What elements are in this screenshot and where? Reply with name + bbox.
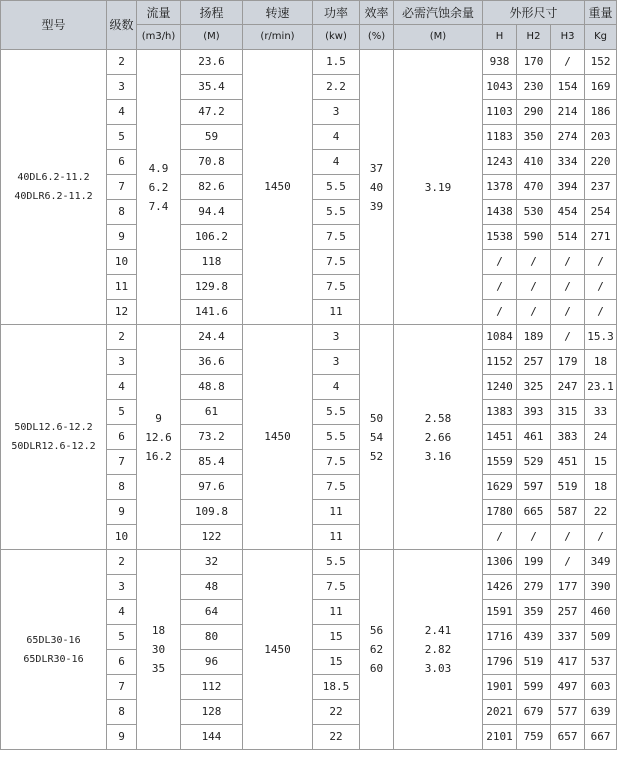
speed-cell: 1450 <box>243 50 313 325</box>
stage-cell: 6 <box>107 150 137 175</box>
head-cell: 36.6 <box>181 350 243 375</box>
efficiency-cell-lines <box>370 159 383 216</box>
dim-h2-cell: 199 <box>517 550 551 575</box>
npsh-cell <box>394 50 483 325</box>
npsh-cell-lines <box>425 178 452 197</box>
power-cell: 11 <box>313 300 360 325</box>
head-cell: 48 <box>181 575 243 600</box>
speed-cell: 1450 <box>243 325 313 550</box>
weight-cell: 15 <box>585 450 617 475</box>
efficiency-cell-line: 37 <box>369 161 384 175</box>
head-cell: 64 <box>181 600 243 625</box>
dim-h2-cell: / <box>517 525 551 550</box>
weight-cell: 33 <box>585 400 617 425</box>
weight-cell: 349 <box>585 550 617 575</box>
dim-h-cell: 1152 <box>483 350 517 375</box>
dim-h2-cell: / <box>517 275 551 300</box>
dim-h-cell: 1378 <box>483 175 517 200</box>
stage-cell: 6 <box>107 425 137 450</box>
header-model: 型号 <box>1 1 107 50</box>
weight-cell: 537 <box>585 650 617 675</box>
dim-h3-cell: / <box>551 525 585 550</box>
dim-h2-cell: 359 <box>517 600 551 625</box>
dim-h-cell: 1796 <box>483 650 517 675</box>
model-cell <box>1 325 107 550</box>
speed-cell: 1450 <box>243 550 313 750</box>
unit-h: H <box>483 25 517 50</box>
weight-cell: 169 <box>585 75 617 100</box>
dim-h-cell: 938 <box>483 50 517 75</box>
flow-cell <box>137 50 181 325</box>
dim-h2-cell: 189 <box>517 325 551 350</box>
power-cell: 22 <box>313 700 360 725</box>
head-cell: 70.8 <box>181 150 243 175</box>
dim-h3-cell: 657 <box>551 725 585 750</box>
dim-h-cell: 1538 <box>483 225 517 250</box>
header-speed: 转速 <box>243 1 313 25</box>
dim-h3-cell: 315 <box>551 400 585 425</box>
efficiency-cell-line: 40 <box>369 180 384 194</box>
npsh-cell-line: 2.82 <box>424 643 452 656</box>
dim-h-cell: 1451 <box>483 425 517 450</box>
efficiency-cell-line: 50 <box>369 411 384 425</box>
model-cell <box>1 550 107 750</box>
dim-h3-cell: / <box>551 300 585 325</box>
head-cell: 144 <box>181 725 243 750</box>
stage-cell: 9 <box>107 725 137 750</box>
weight-cell: 152 <box>585 50 617 75</box>
weight-cell: 15.3 <box>585 325 617 350</box>
power-cell: 5.5 <box>313 175 360 200</box>
power-cell: 5.5 <box>313 200 360 225</box>
flow-cell-lines <box>152 621 165 678</box>
head-cell: 97.6 <box>181 475 243 500</box>
stage-cell: 3 <box>107 350 137 375</box>
model-cell-line: 40DLR6.2-11.2 <box>14 191 93 202</box>
dim-h2-cell: 679 <box>517 700 551 725</box>
dim-h3-cell: 587 <box>551 500 585 525</box>
stage-cell: 3 <box>107 75 137 100</box>
unit-head: (M) <box>181 25 243 50</box>
head-cell: 48.8 <box>181 375 243 400</box>
flow-cell <box>137 325 181 550</box>
dim-h2-cell: 519 <box>517 650 551 675</box>
dim-h-cell: 1591 <box>483 600 517 625</box>
power-cell: 15 <box>313 650 360 675</box>
dim-h-cell: 1183 <box>483 125 517 150</box>
dim-h3-cell: 177 <box>551 575 585 600</box>
stage-cell: 5 <box>107 400 137 425</box>
dim-h2-cell: 393 <box>517 400 551 425</box>
dim-h3-cell: / <box>551 50 585 75</box>
stage-cell: 11 <box>107 275 137 300</box>
unit-speed: (r/min) <box>243 25 313 50</box>
flow-cell-line: 7.4 <box>148 199 169 213</box>
unit-efficiency: (%) <box>360 25 394 50</box>
dim-h2-cell: 439 <box>517 625 551 650</box>
dim-h3-cell: / <box>551 275 585 300</box>
weight-cell: 390 <box>585 575 617 600</box>
npsh-cell-line: 3.19 <box>424 180 452 194</box>
power-cell: 2.2 <box>313 75 360 100</box>
power-cell: 11 <box>313 525 360 550</box>
dim-h3-cell: 274 <box>551 125 585 150</box>
head-cell: 128 <box>181 700 243 725</box>
npsh-cell-line: 3.03 <box>424 662 452 675</box>
dim-h3-cell: 154 <box>551 75 585 100</box>
dim-h2-cell: 759 <box>517 725 551 750</box>
model-cell-line: 40DL6.2-11.2 <box>17 172 90 183</box>
weight-cell: 23.1 <box>585 375 617 400</box>
power-cell: 22 <box>313 725 360 750</box>
flow-cell-line: 30 <box>151 643 166 656</box>
flow-cell-lines <box>145 409 172 466</box>
stage-cell: 4 <box>107 600 137 625</box>
stage-cell: 5 <box>107 125 137 150</box>
head-cell: 24.4 <box>181 325 243 350</box>
stage-cell: 2 <box>107 325 137 350</box>
efficiency-cell-line: 62 <box>369 643 384 656</box>
dim-h2-cell: / <box>517 300 551 325</box>
model-cell-line: 65DL30-16 <box>26 634 81 646</box>
head-cell: 94.4 <box>181 200 243 225</box>
dim-h3-cell: 214 <box>551 100 585 125</box>
dim-h2-cell: 230 <box>517 75 551 100</box>
header-power: 功率 <box>313 1 360 25</box>
weight-cell: 271 <box>585 225 617 250</box>
stage-cell: 10 <box>107 525 137 550</box>
dim-h2-cell: 410 <box>517 150 551 175</box>
model-cell-line: 50DL12.6-12.2 <box>14 422 93 433</box>
efficiency-cell-line: 52 <box>369 449 384 463</box>
flow-cell-lines <box>149 159 169 216</box>
dim-h-cell: / <box>483 525 517 550</box>
dim-h2-cell: / <box>517 250 551 275</box>
flow-cell-line: 4.9 <box>148 161 169 175</box>
model-cell-lines <box>11 418 95 456</box>
unit-power: (kw) <box>313 25 360 50</box>
power-cell: 7.5 <box>313 275 360 300</box>
header-head: 扬程 <box>181 1 243 25</box>
stage-cell: 8 <box>107 200 137 225</box>
dim-h2-cell: 350 <box>517 125 551 150</box>
dim-h3-cell: / <box>551 550 585 575</box>
weight-cell: 18 <box>585 350 617 375</box>
efficiency-cell-lines <box>370 621 383 678</box>
dim-h-cell: 1103 <box>483 100 517 125</box>
dim-h3-cell: 247 <box>551 375 585 400</box>
table-row <box>1 550 617 575</box>
stage-cell: 4 <box>107 100 137 125</box>
dim-h-cell: 1438 <box>483 200 517 225</box>
stage-cell: 3 <box>107 575 137 600</box>
unit-flow: (m3/h) <box>137 25 181 50</box>
dim-h-cell: 2021 <box>483 700 517 725</box>
dim-h2-cell: 530 <box>517 200 551 225</box>
dim-h2-cell: 599 <box>517 675 551 700</box>
dim-h3-cell: 519 <box>551 475 585 500</box>
dim-h2-cell: 257 <box>517 350 551 375</box>
dim-h-cell: 1629 <box>483 475 517 500</box>
efficiency-cell <box>360 50 394 325</box>
header-dimensions: 外形尺寸 <box>483 1 585 25</box>
weight-cell: 667 <box>585 725 617 750</box>
power-cell: 1.5 <box>313 50 360 75</box>
stage-cell: 10 <box>107 250 137 275</box>
stage-cell: 7 <box>107 175 137 200</box>
dim-h-cell: / <box>483 275 517 300</box>
head-cell: 96 <box>181 650 243 675</box>
power-cell: 11 <box>313 500 360 525</box>
flow-cell <box>137 550 181 750</box>
power-cell: 7.5 <box>313 225 360 250</box>
power-cell: 4 <box>313 375 360 400</box>
power-cell: 3 <box>313 100 360 125</box>
dim-h3-cell: 497 <box>551 675 585 700</box>
power-cell: 3 <box>313 325 360 350</box>
header-efficiency: 效率 <box>360 1 394 25</box>
weight-cell: 639 <box>585 700 617 725</box>
stage-cell: 2 <box>107 550 137 575</box>
power-cell: 7.5 <box>313 575 360 600</box>
efficiency-cell-lines <box>370 409 383 466</box>
dim-h2-cell: 279 <box>517 575 551 600</box>
header-flow: 流量 <box>137 1 181 25</box>
dim-h-cell: 2101 <box>483 725 517 750</box>
npsh-cell <box>394 325 483 550</box>
dim-h-cell: 1243 <box>483 150 517 175</box>
stage-cell: 9 <box>107 225 137 250</box>
table-row <box>1 325 617 350</box>
npsh-cell-line: 2.41 <box>424 624 452 637</box>
stage-cell: 9 <box>107 500 137 525</box>
dim-h-cell: 1716 <box>483 625 517 650</box>
weight-cell: 237 <box>585 175 617 200</box>
weight-cell: 220 <box>585 150 617 175</box>
dim-h3-cell: 179 <box>551 350 585 375</box>
header-row <box>1 1 617 25</box>
head-cell: 109.8 <box>181 500 243 525</box>
model-cell <box>1 50 107 325</box>
weight-cell: / <box>585 275 617 300</box>
power-cell: 5.5 <box>313 550 360 575</box>
dim-h3-cell: 383 <box>551 425 585 450</box>
power-cell: 11 <box>313 600 360 625</box>
weight-cell: 509 <box>585 625 617 650</box>
table-row <box>1 50 617 75</box>
weight-cell: / <box>585 250 617 275</box>
head-cell: 35.4 <box>181 75 243 100</box>
flow-cell-line: 16.2 <box>145 449 172 463</box>
flow-cell-line: 18 <box>151 624 166 637</box>
dim-h3-cell: 334 <box>551 150 585 175</box>
dim-h-cell: 1559 <box>483 450 517 475</box>
weight-cell: 203 <box>585 125 617 150</box>
head-cell: 73.2 <box>181 425 243 450</box>
head-cell: 23.6 <box>181 50 243 75</box>
weight-cell: 460 <box>585 600 617 625</box>
model-cell-lines <box>23 631 83 669</box>
dim-h-cell: 1084 <box>483 325 517 350</box>
flow-cell-line: 6.2 <box>148 180 169 194</box>
head-cell: 85.4 <box>181 450 243 475</box>
npsh-cell-lines <box>425 409 452 466</box>
dim-h2-cell: 461 <box>517 425 551 450</box>
efficiency-cell-line: 56 <box>369 624 384 637</box>
dim-h-cell: / <box>483 250 517 275</box>
dim-h2-cell: 665 <box>517 500 551 525</box>
efficiency-cell-line: 54 <box>369 430 384 444</box>
power-cell: 5.5 <box>313 400 360 425</box>
power-cell: 4 <box>313 150 360 175</box>
model-cell-lines <box>14 168 92 206</box>
stage-cell: 6 <box>107 650 137 675</box>
weight-cell: 603 <box>585 675 617 700</box>
model-cell-line: 65DLR30-16 <box>23 653 84 665</box>
head-cell: 112 <box>181 675 243 700</box>
head-cell: 129.8 <box>181 275 243 300</box>
power-cell: 18.5 <box>313 675 360 700</box>
stage-cell: 8 <box>107 475 137 500</box>
flow-cell-line: 12.6 <box>145 430 172 444</box>
power-cell: 7.5 <box>313 475 360 500</box>
stage-cell: 12 <box>107 300 137 325</box>
npsh-cell-line: 3.16 <box>424 449 452 463</box>
dim-h2-cell: 325 <box>517 375 551 400</box>
efficiency-cell <box>360 550 394 750</box>
efficiency-cell-line: 60 <box>369 662 384 675</box>
unit-weight: Kg <box>585 25 617 50</box>
head-cell: 61 <box>181 400 243 425</box>
dim-h3-cell: 577 <box>551 700 585 725</box>
weight-cell: / <box>585 525 617 550</box>
dim-h3-cell: 394 <box>551 175 585 200</box>
head-cell: 82.6 <box>181 175 243 200</box>
weight-cell: 254 <box>585 200 617 225</box>
head-cell: 32 <box>181 550 243 575</box>
efficiency-cell <box>360 325 394 550</box>
head-cell: 118 <box>181 250 243 275</box>
power-cell: 7.5 <box>313 250 360 275</box>
unit-npsh: (M) <box>394 25 483 50</box>
power-cell: 4 <box>313 125 360 150</box>
dim-h3-cell: 451 <box>551 450 585 475</box>
stage-cell: 2 <box>107 50 137 75</box>
dim-h-cell: / <box>483 300 517 325</box>
dim-h3-cell: 514 <box>551 225 585 250</box>
efficiency-cell-line: 39 <box>369 199 384 213</box>
stage-cell: 8 <box>107 700 137 725</box>
dim-h2-cell: 470 <box>517 175 551 200</box>
weight-cell: 18 <box>585 475 617 500</box>
unit-h3: H3 <box>551 25 585 50</box>
dim-h2-cell: 529 <box>517 450 551 475</box>
stage-cell: 7 <box>107 450 137 475</box>
head-cell: 106.2 <box>181 225 243 250</box>
dim-h-cell: 1780 <box>483 500 517 525</box>
flow-cell-line: 9 <box>155 411 162 425</box>
dim-h-cell: 1306 <box>483 550 517 575</box>
dim-h-cell: 1901 <box>483 675 517 700</box>
dim-h2-cell: 597 <box>517 475 551 500</box>
dim-h-cell: 1240 <box>483 375 517 400</box>
head-cell: 59 <box>181 125 243 150</box>
flow-cell-line: 35 <box>151 662 166 675</box>
npsh-cell <box>394 550 483 750</box>
dim-h3-cell: / <box>551 250 585 275</box>
npsh-cell-lines <box>425 621 452 678</box>
head-cell: 122 <box>181 525 243 550</box>
dim-h3-cell: 417 <box>551 650 585 675</box>
dim-h3-cell: / <box>551 325 585 350</box>
weight-cell: 22 <box>585 500 617 525</box>
head-cell: 80 <box>181 625 243 650</box>
npsh-cell-line: 2.66 <box>424 430 452 444</box>
header-weight: 重量 <box>585 1 617 25</box>
dim-h-cell: 1426 <box>483 575 517 600</box>
dim-h-cell: 1043 <box>483 75 517 100</box>
dim-h-cell: 1383 <box>483 400 517 425</box>
header-stages: 级数 <box>107 1 137 50</box>
dim-h2-cell: 290 <box>517 100 551 125</box>
npsh-cell-line: 2.58 <box>424 411 452 425</box>
head-cell: 141.6 <box>181 300 243 325</box>
power-cell: 7.5 <box>313 450 360 475</box>
dim-h3-cell: 337 <box>551 625 585 650</box>
unit-h2: H2 <box>517 25 551 50</box>
weight-cell: / <box>585 300 617 325</box>
power-cell: 3 <box>313 350 360 375</box>
stage-cell: 4 <box>107 375 137 400</box>
dim-h2-cell: 590 <box>517 225 551 250</box>
dim-h2-cell: 170 <box>517 50 551 75</box>
weight-cell: 186 <box>585 100 617 125</box>
stage-cell: 7 <box>107 675 137 700</box>
stage-cell: 5 <box>107 625 137 650</box>
model-cell-line: 50DLR12.6-12.2 <box>11 441 96 452</box>
dim-h3-cell: 257 <box>551 600 585 625</box>
power-cell: 5.5 <box>313 425 360 450</box>
head-cell: 47.2 <box>181 100 243 125</box>
weight-cell: 24 <box>585 425 617 450</box>
dim-h3-cell: 454 <box>551 200 585 225</box>
header-npsh: 必需汽蚀余量 <box>394 1 483 25</box>
power-cell: 15 <box>313 625 360 650</box>
